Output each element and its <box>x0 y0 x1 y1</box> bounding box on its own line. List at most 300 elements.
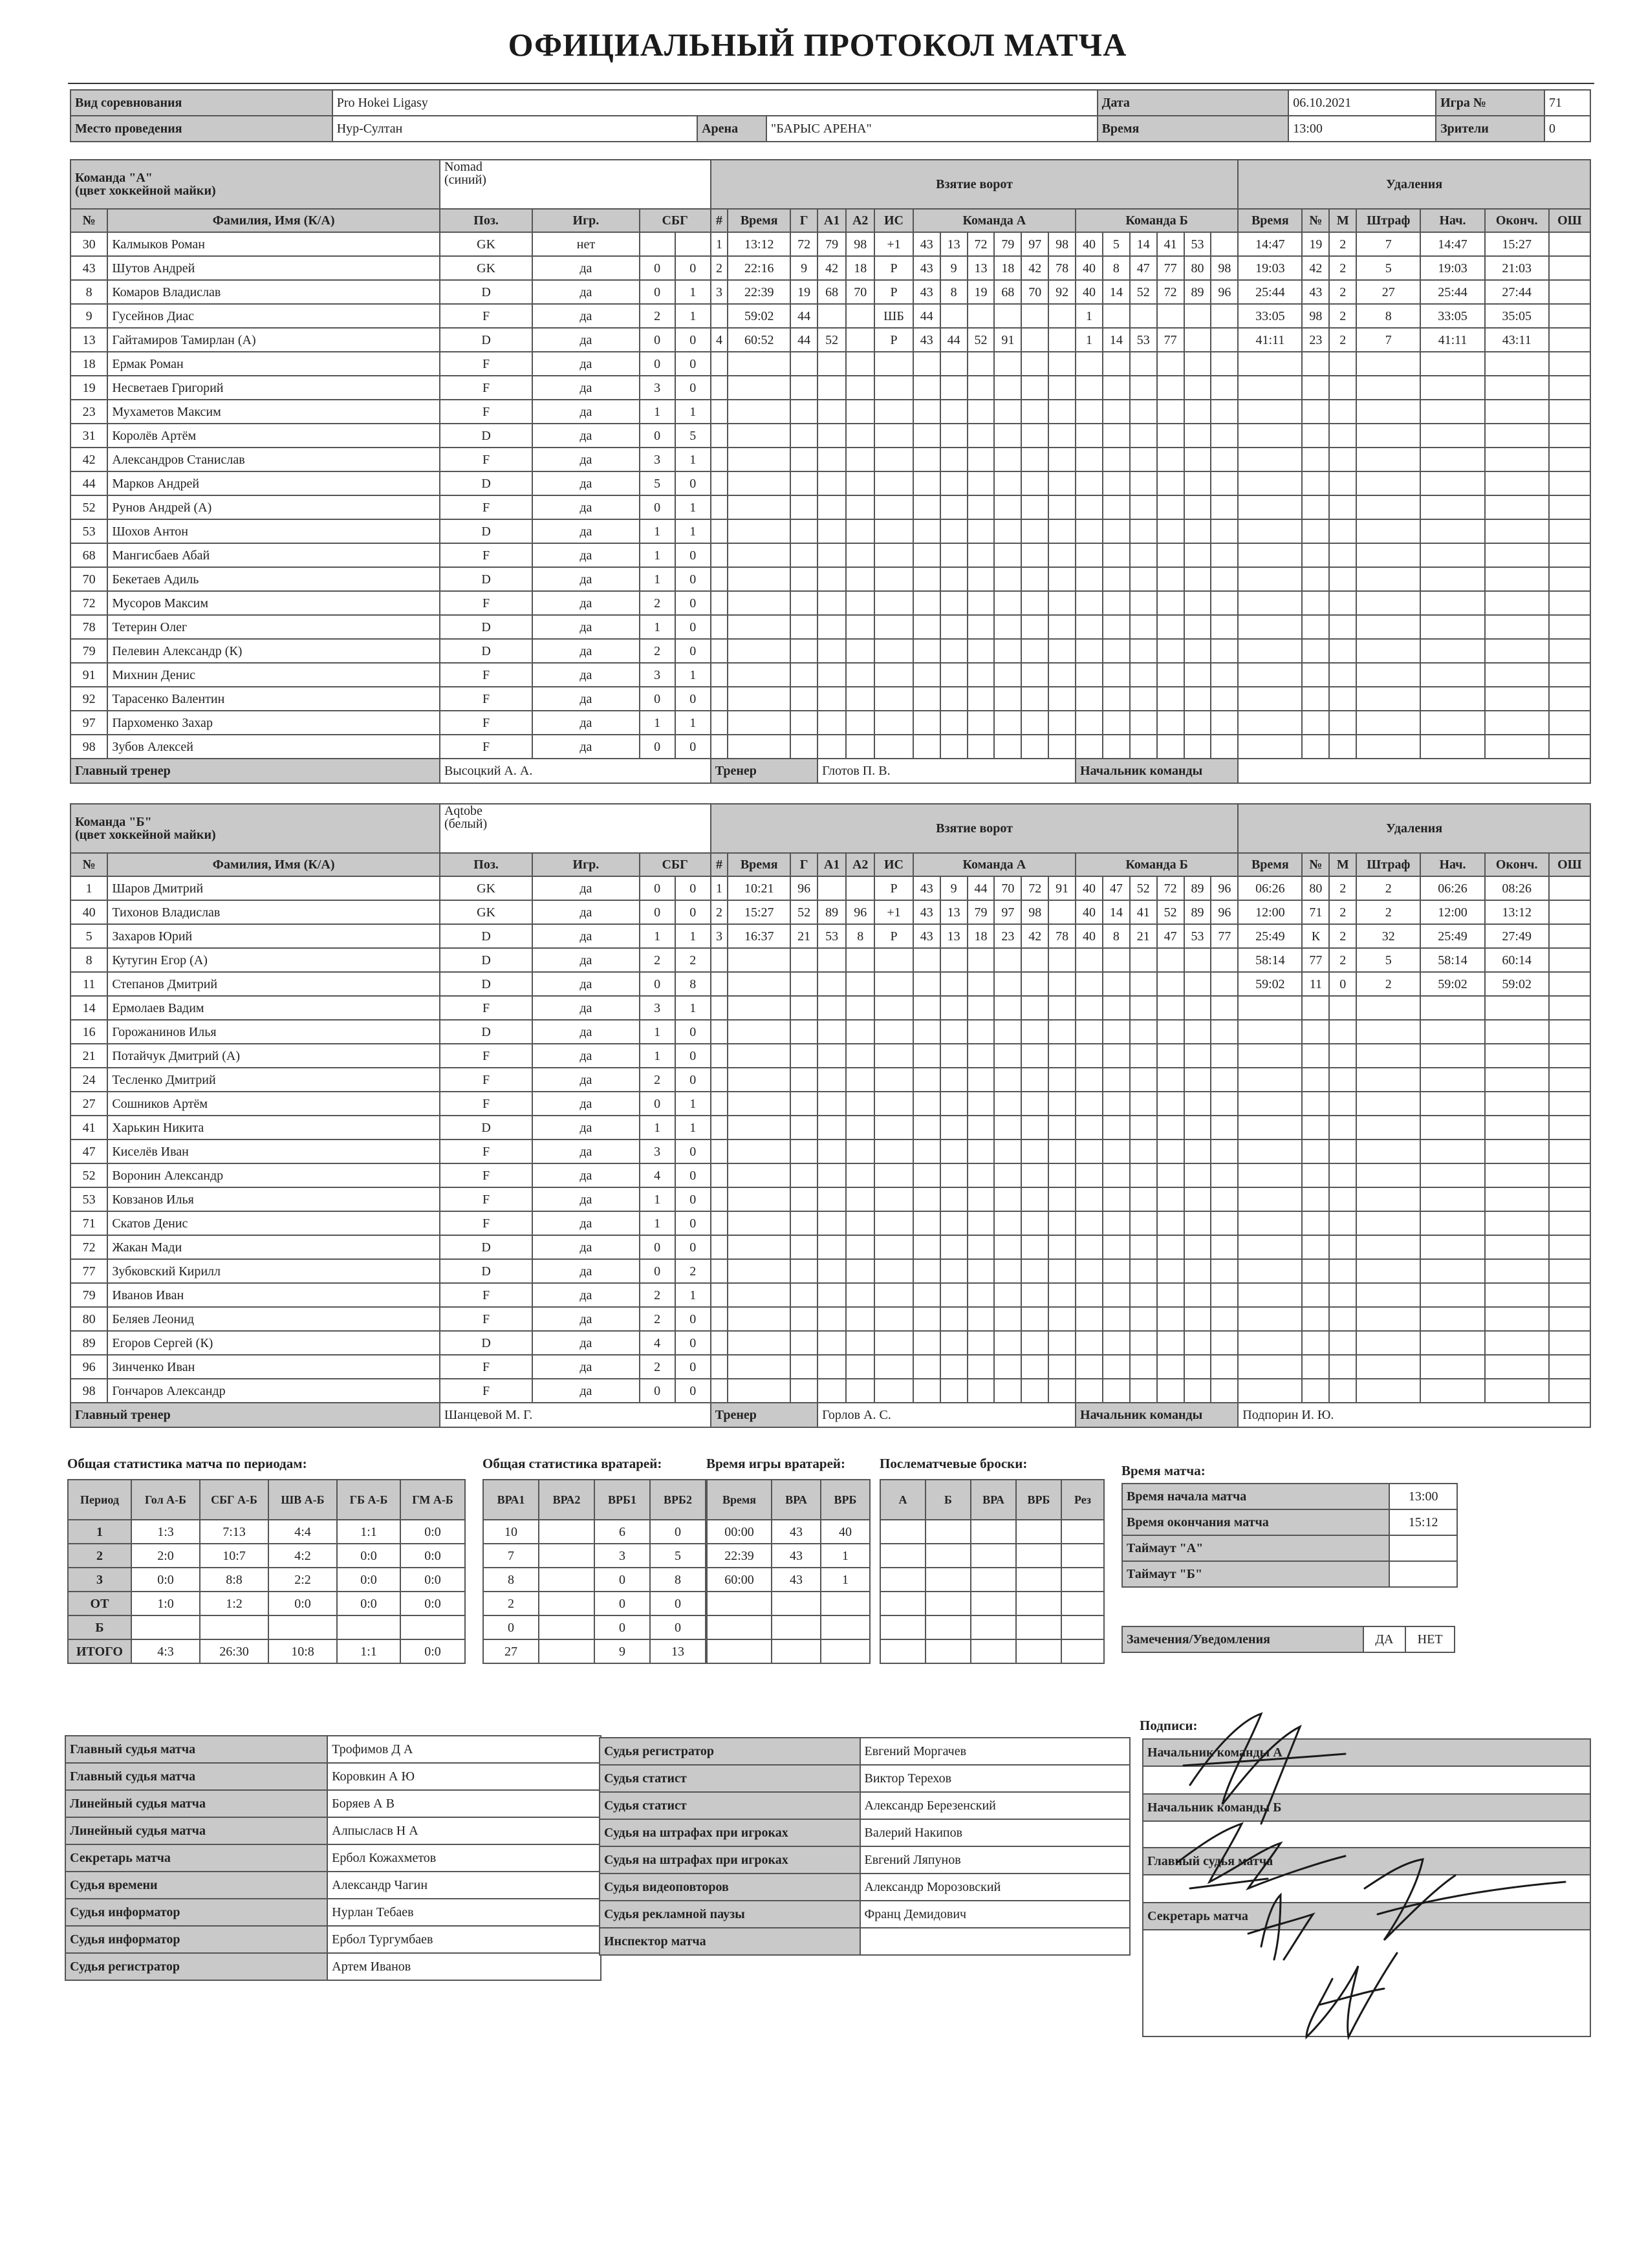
pen-empty-cell <box>1420 1139 1484 1163</box>
head-coach-value: Шанцевой М. Г. <box>440 1403 711 1427</box>
goalie_stats-cell: 0 <box>594 1615 650 1639</box>
pen-empty-cell <box>1356 1139 1420 1163</box>
timeout-a-value <box>1389 1535 1457 1561</box>
goal-onice-a: 43 <box>913 924 940 948</box>
period_stats-row <box>68 1544 465 1568</box>
goal-empty-cell <box>874 1259 913 1283</box>
official-name: Александр Чагин <box>327 1872 601 1899</box>
goal-onice-b <box>1103 304 1130 328</box>
goal-empty-cell <box>874 1068 913 1092</box>
date-label: Дата <box>1098 90 1289 116</box>
player-name: Рунов Андрей (А) <box>107 495 440 519</box>
goalie_stats-cell: 0 <box>483 1615 539 1639</box>
goalie_time-header: Время <box>707 1480 772 1520</box>
goal-empty-cell <box>1021 615 1048 639</box>
col-pen-num: № <box>1302 853 1329 876</box>
goal-empty-cell <box>711 639 728 663</box>
goal-empty-cell <box>940 448 968 471</box>
goal-empty-cell <box>728 1355 790 1379</box>
pen-empty-cell <box>1356 1116 1420 1139</box>
goal-empty-cell <box>1021 376 1048 400</box>
goal-empty-cell <box>1076 663 1103 687</box>
player-row <box>70 448 1590 471</box>
goal-empty-cell <box>940 543 968 567</box>
goal-empty-cell <box>1184 471 1211 495</box>
pen-empty-cell <box>1485 1307 1549 1331</box>
pen-empty-cell <box>1549 448 1590 471</box>
player-sbg-2: 1 <box>675 1283 711 1307</box>
goal-empty-cell <box>1076 448 1103 471</box>
player-sbg-2: 1 <box>675 519 711 543</box>
goal-empty-cell <box>940 1068 968 1092</box>
goal-empty-cell <box>846 1235 874 1259</box>
goal-empty-cell <box>994 996 1021 1020</box>
goal-empty-cell <box>1211 400 1238 424</box>
pen-player: 80 <box>1302 876 1329 900</box>
player-row <box>70 1068 1590 1092</box>
goal-empty-cell <box>1021 1116 1048 1139</box>
pen-empty-cell <box>1549 639 1590 663</box>
goal-onice-a: 13 <box>968 256 995 280</box>
player-sbg-1: 0 <box>640 280 675 304</box>
pen-empty-cell <box>1420 1187 1484 1211</box>
pen-empty-cell <box>1302 1211 1329 1235</box>
goalie-stats-title: Общая статистика вратарей: <box>482 1456 662 1471</box>
goal-empty-cell <box>940 1307 968 1331</box>
goal-onice-b <box>1211 328 1238 352</box>
goal-onice-a: 23 <box>994 924 1021 948</box>
spectators-label: Зрители <box>1436 116 1544 142</box>
goal-empty-cell <box>940 972 968 996</box>
goal-onice-b: 80 <box>1184 256 1211 280</box>
goal-empty-cell <box>790 519 817 543</box>
goal-empty-cell <box>1076 1020 1103 1044</box>
goal-onice-a <box>968 304 995 328</box>
goal-onice-a: 43 <box>913 232 940 256</box>
col-pen-end: Оконч. <box>1485 853 1549 876</box>
col-pen-fine: Штраф <box>1356 209 1420 232</box>
col-goal-time: Время <box>728 853 790 876</box>
goal-assist-2: 96 <box>846 900 874 924</box>
pen-minutes: 2 <box>1329 924 1356 948</box>
goal-empty-cell <box>711 471 728 495</box>
official-row <box>600 1846 1130 1874</box>
player-name: Потайчук Дмитрий (А) <box>107 1044 440 1068</box>
goal-empty-cell <box>940 615 968 639</box>
goal-onice-b: 98 <box>1211 256 1238 280</box>
goal-empty-cell <box>1157 948 1184 972</box>
pen-empty-cell <box>1356 639 1420 663</box>
goal-assist-1: 53 <box>817 924 846 948</box>
period_stats-cell <box>268 1615 337 1639</box>
col-onice-b: Команда Б <box>1076 209 1238 232</box>
goal-onice-a: 42 <box>1021 256 1048 280</box>
pen-empty-cell <box>1356 1331 1420 1355</box>
goal-empty-cell <box>1048 1020 1076 1044</box>
goal-empty-cell <box>994 1355 1021 1379</box>
goal-onice-b: 52 <box>1130 876 1157 900</box>
goal-onice-b <box>1130 304 1157 328</box>
team-label: Команда "Б" <box>75 815 152 829</box>
pen-minutes: 2 <box>1329 280 1356 304</box>
player-row <box>70 1020 1590 1044</box>
player-position: F <box>440 304 532 328</box>
goal-number <box>711 304 728 328</box>
goal-empty-cell <box>846 687 874 711</box>
pen-empty-cell <box>1485 1020 1549 1044</box>
goal-empty-cell <box>913 567 940 591</box>
official-role: Судья статист <box>600 1792 860 1819</box>
player-sbg-2: 5 <box>675 424 711 448</box>
player-row <box>70 304 1590 328</box>
goal-empty-cell <box>1157 972 1184 996</box>
goal-empty-cell <box>711 1116 728 1139</box>
pen-empty-cell <box>1329 376 1356 400</box>
pen-empty-cell <box>1485 1044 1549 1068</box>
period_stats-cell: 1:3 <box>131 1520 200 1544</box>
pen-empty-cell <box>1356 1187 1420 1211</box>
pen-end: 13:12 <box>1485 900 1549 924</box>
goal-empty-cell <box>728 495 790 519</box>
official-name: Алпысласв Н А <box>327 1817 601 1844</box>
remarks-table <box>1121 1626 1455 1653</box>
pen-time: 33:05 <box>1238 304 1302 328</box>
goal-empty-cell <box>940 424 968 448</box>
pen-minutes: 2 <box>1329 328 1356 352</box>
goal-onice-b: 53 <box>1184 232 1211 256</box>
goal-empty-cell <box>994 1259 1021 1283</box>
head-coach-value: Высоцкий А. А. <box>440 759 711 783</box>
pen-empty-cell <box>1329 495 1356 519</box>
official-role: Линейный судья матча <box>65 1790 327 1817</box>
goal-situation: Р <box>874 876 913 900</box>
goal-empty-cell <box>711 735 728 759</box>
goalie_time-row <box>707 1544 870 1568</box>
player-number: 16 <box>70 1020 107 1044</box>
goal-empty-cell <box>1184 1068 1211 1092</box>
pen-empty-cell <box>1485 495 1549 519</box>
goal-empty-cell <box>968 1020 995 1044</box>
pen-empty-cell <box>1238 495 1302 519</box>
pen-code: 32 <box>1356 924 1420 948</box>
player-played: да <box>532 1379 639 1403</box>
period_stats-cell: ИТОГО <box>68 1639 131 1663</box>
goal-empty-cell <box>1076 996 1103 1020</box>
pen-minutes: 2 <box>1329 948 1356 972</box>
goal-empty-cell <box>1184 352 1211 376</box>
pen-empty-cell <box>1302 1020 1329 1044</box>
goal-empty-cell <box>874 376 913 400</box>
pen-empty-cell <box>1238 1283 1302 1307</box>
pen-empty-cell <box>1238 1020 1302 1044</box>
goal-empty-cell <box>1130 1211 1157 1235</box>
goal-empty-cell <box>913 1355 940 1379</box>
pen-time: 25:44 <box>1238 280 1302 304</box>
goal-empty-cell <box>1211 448 1238 471</box>
player-name: Мусоров Максим <box>107 591 440 615</box>
official-role: Судья регистратор <box>600 1738 860 1765</box>
pen-empty-cell <box>1356 735 1420 759</box>
goalie_time-cell <box>772 1615 821 1639</box>
goalie_stats-cell: 6 <box>594 1520 650 1544</box>
goal-onice-b: 40 <box>1076 900 1103 924</box>
player-sbg-2: 8 <box>675 972 711 996</box>
shootouts-row <box>880 1592 1104 1615</box>
player-position: F <box>440 1307 532 1331</box>
goal-empty-cell <box>817 687 846 711</box>
goal-scorer: 96 <box>790 876 817 900</box>
goal-empty-cell <box>1048 591 1076 615</box>
col-goal-a2: А2 <box>846 209 874 232</box>
goal-empty-cell <box>940 1020 968 1044</box>
goal-empty-cell <box>1103 1068 1130 1092</box>
goal-empty-cell <box>711 424 728 448</box>
player-sbg-1: 3 <box>640 996 675 1020</box>
pen-empty-cell <box>1238 1379 1302 1403</box>
player-name: Тесленко Дмитрий <box>107 1068 440 1092</box>
goal-empty-cell <box>1021 735 1048 759</box>
pen-empty-cell <box>1238 1355 1302 1379</box>
goal-onice-b: 21 <box>1130 924 1157 948</box>
player-sbg-2: 0 <box>675 256 711 280</box>
goal-assist-1: 89 <box>817 900 846 924</box>
coach-row <box>70 759 1590 783</box>
signature-chief-a <box>1184 1714 1345 1824</box>
player-position: F <box>440 711 532 735</box>
goal-empty-cell <box>1211 1116 1238 1139</box>
goal-empty-cell <box>994 735 1021 759</box>
period_stats-cell: 0:0 <box>400 1639 465 1663</box>
goal-empty-cell <box>913 996 940 1020</box>
goalie_stats-row <box>483 1615 706 1639</box>
pen-empty-cell <box>1238 1331 1302 1355</box>
goalie_stats-cell <box>539 1615 594 1639</box>
pen-end: 27:44 <box>1485 280 1549 304</box>
goal-scorer: 19 <box>790 280 817 304</box>
player-sbg-2: 0 <box>675 543 711 567</box>
col-goal-is: ИС <box>874 853 913 876</box>
player-row <box>70 900 1590 924</box>
goal-onice-a: 13 <box>940 924 968 948</box>
goal-empty-cell <box>874 1355 913 1379</box>
period_stats-cell: 8:8 <box>200 1568 268 1592</box>
goal-empty-cell <box>1076 1139 1103 1163</box>
player-played: да <box>532 352 639 376</box>
goal-empty-cell <box>940 1044 968 1068</box>
pen-empty-cell <box>1485 1379 1549 1403</box>
goal-empty-cell <box>1076 1331 1103 1355</box>
goal-scorer: 44 <box>790 304 817 328</box>
player-sbg-1: 1 <box>640 711 675 735</box>
player-position: D <box>440 615 532 639</box>
pen-empty-cell <box>1302 471 1329 495</box>
goal-empty-cell <box>711 1379 728 1403</box>
pen-empty-cell <box>1485 1235 1549 1259</box>
goal-empty-cell <box>1048 519 1076 543</box>
player-row <box>70 1211 1590 1235</box>
goal-empty-cell <box>1076 376 1103 400</box>
player-position: D <box>440 924 532 948</box>
goal-empty-cell <box>1048 1068 1076 1092</box>
goal-empty-cell <box>1184 1044 1211 1068</box>
goal-empty-cell <box>1103 1116 1130 1139</box>
pen-empty-cell <box>1549 687 1590 711</box>
goal-onice-b: 1 <box>1076 328 1103 352</box>
pen-empty-cell <box>1329 711 1356 735</box>
goal-empty-cell <box>968 1187 995 1211</box>
player-sbg-2: 1 <box>675 1116 711 1139</box>
goal-onice-b: 14 <box>1103 280 1130 304</box>
goalie_stats-cell: 0 <box>650 1520 706 1544</box>
goal-empty-cell <box>1103 1044 1130 1068</box>
goal-empty-cell <box>913 1211 940 1235</box>
goal-empty-cell <box>817 972 846 996</box>
goal-empty-cell <box>1184 400 1211 424</box>
player-number: 91 <box>70 663 107 687</box>
player-played: да <box>532 471 639 495</box>
col-goal-is: ИС <box>874 209 913 232</box>
goal-empty-cell <box>1211 495 1238 519</box>
col-goal-g: Г <box>790 853 817 876</box>
goal-empty-cell <box>1048 495 1076 519</box>
pen-empty-cell <box>1238 1259 1302 1283</box>
official-row <box>600 1819 1130 1846</box>
goal-empty-cell <box>1103 543 1130 567</box>
goal-empty-cell <box>1211 687 1238 711</box>
player-sbg-1: 1 <box>640 1044 675 1068</box>
official-role: Судья видеоповторов <box>600 1874 860 1901</box>
goal-empty-cell <box>790 687 817 711</box>
goal-empty-cell <box>1211 1092 1238 1116</box>
goal-empty-cell <box>817 1307 846 1331</box>
player-played: да <box>532 972 639 996</box>
shootouts-cell <box>1061 1544 1104 1568</box>
pen-start: 14:47 <box>1420 232 1484 256</box>
pen-osh <box>1549 876 1590 900</box>
goal-onice-a: 42 <box>1021 924 1048 948</box>
player-position: D <box>440 1116 532 1139</box>
player-sbg-1: 2 <box>640 1355 675 1379</box>
shootouts-cell <box>1061 1639 1104 1663</box>
pen-empty-cell <box>1238 1116 1302 1139</box>
player-name: Гусейнов Диас <box>107 304 440 328</box>
goal-empty-cell <box>1211 471 1238 495</box>
goal-empty-cell <box>1130 687 1157 711</box>
player-name: Шаров Дмитрий <box>107 876 440 900</box>
goal-empty-cell <box>1048 663 1076 687</box>
player-row <box>70 256 1590 280</box>
goal-empty-cell <box>790 471 817 495</box>
goal-onice-b: 52 <box>1130 280 1157 304</box>
goal-empty-cell <box>968 663 995 687</box>
player-sbg-1: 0 <box>640 1235 675 1259</box>
goal-empty-cell <box>1211 996 1238 1020</box>
goal-empty-cell <box>968 352 995 376</box>
player-sbg-2: 0 <box>675 735 711 759</box>
goal-empty-cell <box>846 639 874 663</box>
pen-empty-cell <box>1549 543 1590 567</box>
goal-empty-cell <box>1157 1235 1184 1259</box>
goal-empty-cell <box>1048 615 1076 639</box>
goalie_time-cell <box>772 1592 821 1615</box>
player-played: да <box>532 639 639 663</box>
player-sbg-2: 0 <box>675 471 711 495</box>
goal-empty-cell <box>913 735 940 759</box>
player-sbg-2: 0 <box>675 1068 711 1092</box>
official-name: Коровкин А Ю <box>327 1763 601 1790</box>
goal-empty-cell <box>1076 519 1103 543</box>
goal-empty-cell <box>790 352 817 376</box>
goal-empty-cell <box>1184 1307 1211 1331</box>
goal-situation: Р <box>874 328 913 352</box>
goalie_time-cell: 1 <box>821 1568 870 1592</box>
goal-empty-cell <box>728 615 790 639</box>
player-position: GK <box>440 256 532 280</box>
goal-empty-cell <box>1103 1020 1130 1044</box>
pen-empty-cell <box>1302 400 1329 424</box>
goal-scorer: 44 <box>790 328 817 352</box>
player-position: F <box>440 1187 532 1211</box>
goalie_stats-header: ВРБ1 <box>594 1480 650 1520</box>
goal-empty-cell <box>1184 543 1211 567</box>
goal-empty-cell <box>1021 1044 1048 1068</box>
goalie_time-cell <box>772 1639 821 1663</box>
goal-empty-cell <box>1021 1307 1048 1331</box>
goal-empty-cell <box>790 1163 817 1187</box>
player-name: Мухаметов Максим <box>107 400 440 424</box>
goal-empty-cell <box>1048 1235 1076 1259</box>
period_stats-row <box>68 1592 465 1615</box>
player-name: Воронин Александр <box>107 1163 440 1187</box>
period_stats-cell: Б <box>68 1615 131 1639</box>
goal-empty-cell <box>1184 519 1211 543</box>
player-name: Михнин Денис <box>107 663 440 687</box>
player-sbg-2: 1 <box>675 996 711 1020</box>
pen-empty-cell <box>1302 1283 1329 1307</box>
player-row <box>70 615 1590 639</box>
goalie_time-row <box>707 1639 870 1663</box>
goalie_stats-header: ВРБ2 <box>650 1480 706 1520</box>
goal-empty-cell <box>1103 519 1130 543</box>
pen-empty-cell <box>1356 1020 1420 1044</box>
goal-empty-cell <box>846 1259 874 1283</box>
pen-empty-cell <box>1329 1235 1356 1259</box>
match-time-title: Время матча: <box>1121 1463 1206 1478</box>
player-number: 72 <box>70 1235 107 1259</box>
goalie_stats-header: ВРА2 <box>539 1480 594 1520</box>
goal-empty-cell <box>940 1163 968 1187</box>
goal-situation: ШБ <box>874 304 913 328</box>
pen-end: 43:11 <box>1485 328 1549 352</box>
goal-onice-a: 68 <box>994 280 1021 304</box>
coach-row <box>70 1403 1590 1427</box>
official-name: Ербол Тургумбаев <box>327 1926 601 1953</box>
pen-empty-cell <box>1356 1235 1420 1259</box>
goal-empty-cell <box>994 376 1021 400</box>
pen-player: К <box>1302 924 1329 948</box>
pen-empty-cell <box>1329 1068 1356 1092</box>
goal-empty-cell <box>846 1355 874 1379</box>
player-position: F <box>440 376 532 400</box>
player-sbg-1: 1 <box>640 1116 675 1139</box>
goal-empty-cell <box>1157 1331 1184 1355</box>
player-sbg-2: 0 <box>675 1211 711 1235</box>
goal-empty-cell <box>1184 639 1211 663</box>
goal-empty-cell <box>1157 519 1184 543</box>
goal-onice-a: 91 <box>994 328 1021 352</box>
goal-empty-cell <box>846 735 874 759</box>
pen-empty-cell <box>1356 495 1420 519</box>
